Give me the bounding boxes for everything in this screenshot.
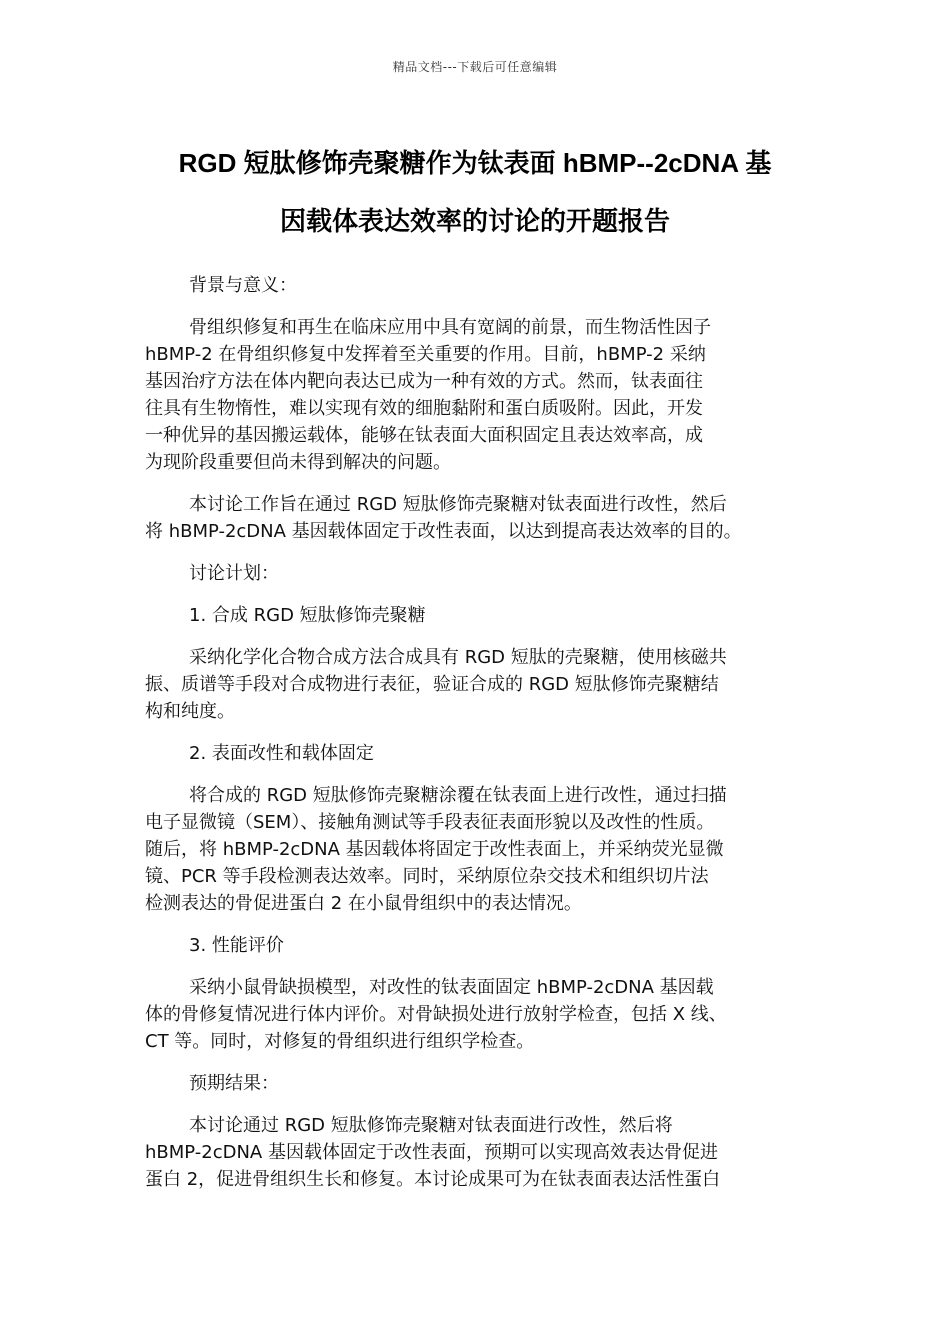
section-3-heading: 3. 性能评价 (189, 935, 284, 956)
background-heading: 背景与意义： (189, 275, 297, 296)
plan-heading: 讨论计划： (189, 563, 279, 584)
results-heading: 预期结果： (189, 1073, 279, 1094)
paragraph-background: 骨组织修复和再生在临床应用中具有宽阔的前景，而生物活性因子 hBMP-2 在骨组织修复中发挥着至关重要的作用。目前，hBMP-2 采纳 基因治疗方法在体内靶向表达已成为一种有效的方式。然而，钛表面往 往具有生物惰性，难以实现有效的细胞黏附和蛋白质吸附。因此，开发 一种优异的基因搬运载体，能够在钛表面大面积固定且表达效率高，成 为现阶段重要但尚未得到解决的问题。 (145, 317, 711, 473)
section-1-heading: 1. 合成 RGD 短肽修饰壳聚糖 (189, 605, 426, 626)
paragraph-aim: 本讨论工作旨在通过 RGD 短肽修饰壳聚糖对钛表面进行改性，然后 将 hBMP-2cDNA 基因载体固定于改性表面，以达到提高表达效率的目的。 (145, 494, 742, 542)
paragraph-evaluation: 采纳小鼠骨缺损模型，对改性的钛表面固定 hBMP-2cDNA 基因载 体的骨修复情况进行体内评价。对骨缺损处进行放射学检查，包括 X 线、 CT 等。同时，对修复的骨组织进行组织学检查。 (145, 977, 727, 1052)
title-line-1: RGD 短肽修饰壳聚糖作为钛表面 hBMP--2cDNA 基 (178, 148, 772, 178)
title-line-2: 因载体表达效率的讨论的开题报告 (279, 206, 670, 236)
paragraph-results: 本讨论通过 RGD 短肽修饰壳聚糖对钛表面进行改性，然后将 hBMP-2cDNA 基因载体固定于改性表面，预期可以实现高效表达骨促进 蛋白 2，促进骨组织生长和修复。本讨论成果可为在钛表面表达活性蛋白 (145, 1115, 721, 1190)
paragraph-synthesis: 采纳化学化合物合成方法合成具有 RGD 短肽的壳聚糖，使用核磁共 振、质谱等手段对合成物进行表征，验证合成的 RGD 短肽修饰壳聚糖结 构和纯度。 (145, 647, 727, 722)
paragraph-modification: 将合成的 RGD 短肽修饰壳聚糖涂覆在钛表面上进行改性，通过扫描 电子显微镜（SEM）、接触角测试等手段表征表面形貌以及改性的性质。 随后，将 hBMP-2cDNA 基因载体将固定于改性表面上，并采纳荧光显微 镜、PCR 等手段检测表达效率。同时，采纳原位杂交技术和组织切片法 检测表达的骨促进蛋白 2 在小鼠骨组织中的表达情况。 (145, 785, 727, 914)
document-title (100, 134, 850, 250)
document-body (145, 272, 817, 1208)
page-header: 精品文档---下载后可任意编辑 (392, 60, 558, 74)
section-2-heading: 2. 表面改性和载体固定 (189, 743, 374, 764)
